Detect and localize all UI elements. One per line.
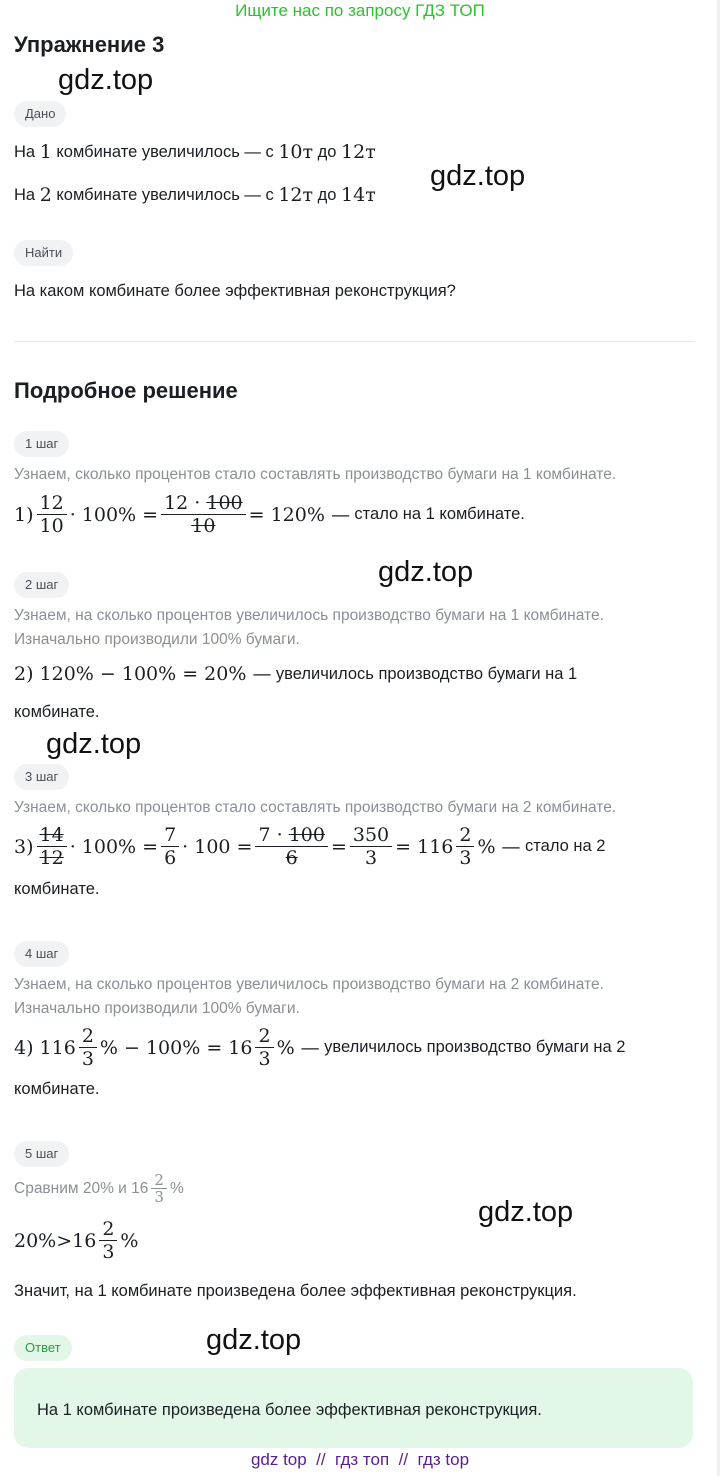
fraction: $\frac{14}{12}$ <box>37 824 67 869</box>
find-question: На каком комбинате более эффективная реконструкция? <box>14 282 456 300</box>
fraction: $\frac{2}{3}$ <box>151 1172 167 1205</box>
divider <box>14 341 694 342</box>
step-4-formula: 4) 116 $\frac{2}{3}$ % − 100% = 16 $\frac{2}{3}$ % — увеличилось производство бумаги на 2 <box>14 1025 626 1070</box>
fraction: $\frac{12}{10}$ <box>37 492 67 537</box>
answer-text: На 1 комбинате произведена более эффективная реконструкция. <box>37 1401 542 1419</box>
step-2-hint: Узнаем, на сколько процентов увеличилось производство бумаги на 1 комбинате. <box>14 607 604 624</box>
given-section <box>14 101 66 127</box>
step-4-hint: Узнаем, на сколько процентов увеличилось производство бумаги на 2 комбинате. <box>14 976 604 993</box>
find-section <box>14 240 73 266</box>
exercise-title: Упражнение 3 <box>14 32 165 57</box>
step-3-chip: 3 шаг <box>14 764 69 790</box>
fraction: $\frac{7 \cdot 100}{6}$ <box>255 824 327 869</box>
watermark: gdz.top <box>478 1196 574 1228</box>
step-2-formula: 2) 120% − 100% = 20% — увеличилось производство бумаги на 1 <box>14 663 578 685</box>
step-2-tail: комбинате. <box>14 703 100 721</box>
step-4-tail: комбинате. <box>14 1080 100 1098</box>
step-3-tail: комбинате. <box>14 880 100 898</box>
footer-links[interactable]: gdz top // гдз топ // гдз top <box>250 1450 470 1469</box>
watermark: gdz.top <box>206 1324 302 1356</box>
fraction: $\frac{2}{3}$ <box>79 1025 97 1070</box>
fraction: $\frac{12 \cdot 100}{10}$ <box>161 492 246 537</box>
fraction: $\frac{7}{6}$ <box>161 824 179 869</box>
given-line-1: На 1 комбинате увеличилось — с 10т до 12т <box>14 141 376 163</box>
step-2-chip: 2 шаг <box>14 572 69 598</box>
watermark: gdz.top <box>378 556 474 588</box>
fraction: $\frac{2}{3}$ <box>456 824 474 869</box>
given-chip: Дано <box>14 101 66 127</box>
step-3-hint: Узнаем, сколько процентов стало составлять производство бумаги на 2 комбинате. <box>14 799 617 816</box>
top-banner[interactable]: Ищите нас по запросу ГДЗ ТОП <box>235 1 485 20</box>
watermark: gdz.top <box>430 160 526 192</box>
fraction: $\frac{2}{3}$ <box>255 1025 273 1070</box>
step-4-hint-2: Изначально производили 100% бумаги. <box>14 1000 300 1017</box>
watermark: gdz.top <box>58 64 154 96</box>
step-5-comparison: 20%>16 $\frac{2}{3}$ % <box>14 1218 139 1263</box>
solution-title: Подробное решение <box>14 378 238 403</box>
fraction: $\frac{2}{3}$ <box>99 1218 117 1263</box>
step-4-chip: 4 шаг <box>14 941 69 967</box>
step-5-conclusion: Значит, на 1 комбинате произведена более эффективная реконструкция. <box>14 1282 577 1300</box>
step-1-hint: Узнаем, сколько процентов стало составлять производство бумаги на 1 комбинате. <box>14 466 617 483</box>
step-3-formula: 3) $\frac{14}{12}$ · 100% = $\frac{7}{6}$ · 100 = $\frac{7 \cdot 100}{6}$ = $\frac{350}{3}$ = 116 $\frac{2}{3}$ % — стало на 2 <box>14 824 606 869</box>
step-1-formula: 1) $\frac{12}{10}$ · 100% = $\frac{12 \cdot 100}{10}$ = 120% — стало на 1 комбинате. <box>14 492 525 537</box>
step-1-chip: 1 шаг <box>14 431 69 457</box>
watermark: gdz.top <box>46 728 142 760</box>
step-5-hint: Сравним 20% и 16 $\frac{2}{3}$ % <box>14 1171 184 1206</box>
step-5-chip: 5 шаг <box>14 1141 69 1167</box>
answer-chip: Ответ <box>14 1335 72 1361</box>
fraction: $\frac{350}{3}$ <box>350 824 392 869</box>
find-chip: Найти <box>14 240 73 266</box>
step-2-hint-2: Изначально производили 100% бумаги. <box>14 631 300 648</box>
given-line-2: На 2 комбинате увеличилось — с 12т до 14т <box>14 184 376 206</box>
